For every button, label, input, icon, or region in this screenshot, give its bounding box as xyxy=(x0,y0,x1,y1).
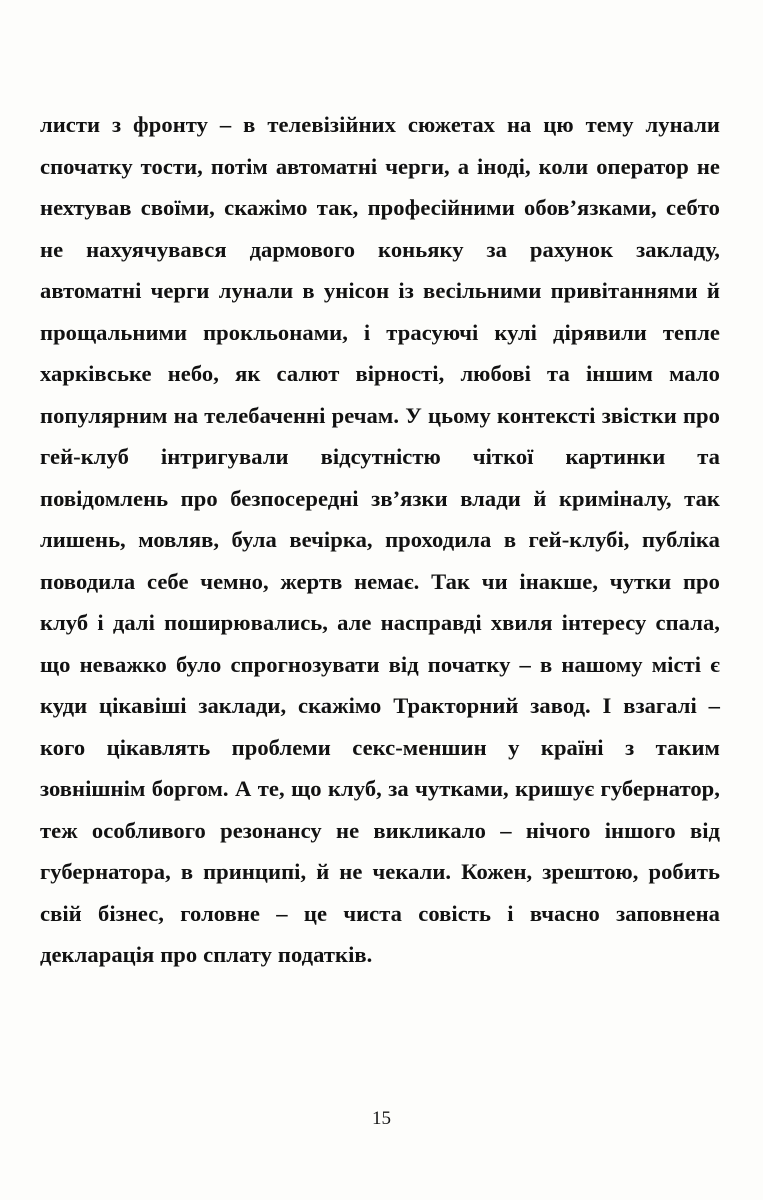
page-number: 15 xyxy=(372,1108,391,1129)
body-paragraph: листи з фронту – в телевізійних сюжетах на цю тему лунали спочатку тости, потім автоматні черги, а іноді, коли оператор не нехтував своїми, скажімо так, професійними обов’язками, себто не нахуячувався дармового коньяку за рахунок закладу, автоматні черги лунали в унісон із весільними привітаннями й прощальними прокльонами, і трасуючі кулі дірявили тепле харківське небо, як салют вірності, любові та іншим мало популярним на телебаченні речам. У цьому контексті звістки про гей-клуб інтригували відсутністю чіткої картинки та повідомлень про безпосередні зв’язки влади й криміналу, так лишень, мовляв, була вечірка, проходила в гей-клубі, публіка поводила себе чемно, жертв немає. Так чи інакше, чутки про клуб і далі поширювались, але насправді хвиля інтересу спала, що неважко було спрогнозувати від початку – в нашому місті є куди цікавіші заклади, скажімо Тракторний завод. І взагалі – кого цікавлять проблеми секс-меншин у країні з таким зовнішнім боргом. А те, що клуб, за чутками, кришує губернатор, теж особливого резонансу не викликало – нічого іншого від губернатора, в принципі, й не чекали. Кожен, зрештою, робить свій бізнес, головне – це чиста совість і вчасно заповнена декларація про сплату податків. xyxy=(40,112,720,967)
body-text-block xyxy=(40,104,720,976)
